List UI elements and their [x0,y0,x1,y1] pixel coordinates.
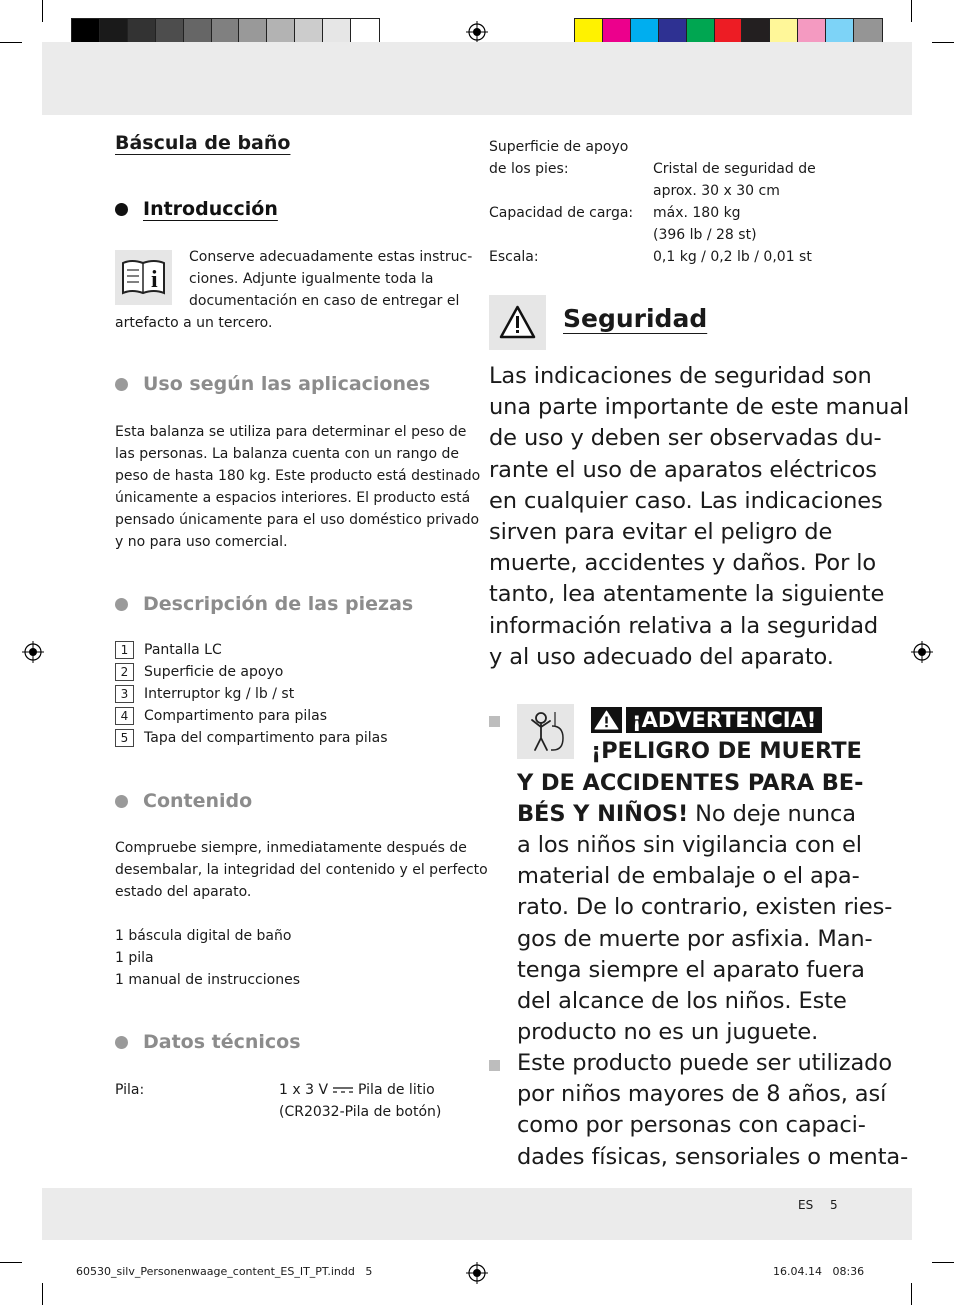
advertencia-bold-line: ¡PELIGRO DE MUERTE [591,738,862,764]
bullet2-line: como por personas con capaci- [517,1112,866,1139]
crop-mark [0,42,22,43]
bullet2-line: Este producto puede ser utilizado [517,1050,893,1076]
list-item [115,639,388,661]
list-item [115,683,388,705]
info-book-icon [115,250,172,305]
part-label: Tapa del compartimento para pilas [144,730,388,746]
seguridad-line: una parte importante de este manual [489,394,910,421]
pila-value [279,1079,435,1101]
spec-value: 0,1 kg / 0,2 lb / 0,01 st [653,249,812,265]
bullet-dot-icon [115,378,128,391]
advertencia-line: material de embalaje o el apa- [517,863,860,890]
spec-label: Escala: [489,249,539,265]
seguridad-line: rante el uso de aparatos eléctricos [489,456,877,483]
pila-label: Pila: [115,1082,145,1098]
advertencia-text: No deje nunca [688,801,856,827]
crop-mark [42,1283,43,1305]
uso-text-line: Esta balanza se utiliza para determinar el peso de [115,424,467,440]
part-number: 4 [115,707,134,725]
registration-mark-icon [22,641,44,663]
uso-heading-text: Uso según las aplicaciones [143,373,431,395]
part-number: 5 [115,729,134,747]
bullet2-line: dades físicas, sensoriales o menta- [517,1143,909,1170]
bullet2-line: por niños mayores de 8 años, así [517,1081,887,1108]
page-language: ES [798,1198,814,1212]
pila-voltage: 1 x 3 V [279,1082,329,1098]
seguridad-line: sirven para evitar el peligro de [489,519,833,546]
footer-filename: 60530_silv_Personenwaage_content_ES_IT_PT.indd 5 [76,1265,373,1278]
intro-text-line: ciones. Adjunte igualmente toda la [189,271,434,287]
part-label: Pantalla LC [144,642,222,658]
part-number: 1 [115,641,134,659]
pila-type: Pila de litio [358,1082,435,1098]
spec-value: aprox. 30 x 30 cm [653,183,780,199]
page-number: 5 [830,1198,838,1212]
section-heading-piezas [115,593,413,615]
intro-heading-text: Introducción [143,198,278,220]
advertencia-text-block [517,830,892,1048]
seguridad-line: tanto, lea atentamente la siguiente [489,581,885,608]
advertencia-line: del alcance de los niños. Este [517,988,847,1015]
list-item [115,705,388,727]
warning-triangle-icon [489,295,546,350]
crop-mark [932,42,954,43]
seguridad-heading: Seguridad [563,304,708,333]
bullet-dot-icon [115,598,128,611]
list-item [115,661,388,683]
part-number: 3 [115,685,134,703]
crop-mark [42,0,43,22]
uso-text-line: y no para uso comercial. [115,534,288,550]
uso-text-line: únicamente a espacios interiores. El producto está [115,490,471,506]
contenido-item: 1 báscula digital de baño [115,928,292,944]
seguridad-line: y al uso adecuado del aparato. [489,643,834,670]
crop-mark [911,0,912,22]
header-band [42,42,912,115]
warning-triangle-icon [591,707,622,733]
contenido-heading-text: Contenido [143,790,253,812]
part-label: Superficie de apoyo [144,664,284,680]
intro-text-line: artefacto a un tercero. [115,315,273,331]
crop-mark [0,1262,22,1263]
advertencia-line: a los niños sin vigilancia con el [517,832,862,858]
advertencia-row [591,707,822,733]
parts-list [115,639,388,749]
uso-text-line: pensado únicamente para el uso doméstico privado [115,512,480,528]
piezas-heading-text: Descripción de las piezas [143,593,414,615]
contenido-text-line: Compruebe siempre, inmediatamente después de [115,840,467,856]
contenido-text-line: desembalar, la integridad del contenido y el perfecto [115,862,488,878]
advertencia-line [517,799,856,830]
intro-text-line: Conserve adecuadamente estas instruc- [189,249,473,265]
spec-value: (396 lb / 28 st) [653,227,757,243]
crop-mark [911,1283,912,1305]
document-title: Báscula de baño [115,132,291,154]
bullet-dot-icon [115,1036,128,1049]
uso-text-line: las personas. La balanza cuenta con un rango de [115,446,459,462]
section-heading-datos [115,1031,301,1053]
footer-band [42,1188,912,1240]
section-heading-contenido [115,790,252,812]
spec-label: Capacidad de carga: [489,205,634,221]
square-bullet-icon [489,1060,500,1071]
part-number: 2 [115,663,134,681]
advertencia-bold-line: Y DE ACCIDENTES PARA BE- [517,770,864,796]
registration-mark-icon [911,641,933,663]
part-label: Interruptor kg / lb / st [144,686,295,702]
direct-current-icon [332,1085,354,1095]
list-item [115,727,388,749]
contenido-item: 1 manual de instrucciones [115,972,300,988]
advertencia-bold-text: BÉS Y NIÑOS! [517,801,689,827]
advertencia-line: gos de muerte por asfixia. Man- [517,925,873,952]
spec-label: Superficie de apoyo [489,139,629,155]
crop-mark [932,1262,954,1263]
intro-text-line: documentación en caso de entregar el [189,293,460,309]
advertencia-label: ¡ADVERTENCIA! [626,707,822,733]
advertencia-line: tenga siempre el aparato fuera [517,956,865,983]
seguridad-line: en cualquier caso. Las indicaciones [489,487,883,514]
spec-value: máx. 180 kg [653,205,741,221]
spec-value: Cristal de seguridad de [653,161,816,177]
child-warning-icon [517,704,574,759]
part-label: Compartimento para pilas [144,708,327,724]
svg-text:i: i [151,267,158,293]
spec-label: de los pies: [489,161,569,177]
bullet-dot-icon [115,203,128,216]
seguridad-line: muerte, accidentes y daños. Por lo [489,550,877,577]
pila-value-line2: (CR2032-Pila de botón) [279,1104,442,1120]
datos-heading-text: Datos técnicos [143,1031,301,1053]
registration-mark-icon [466,21,488,43]
seguridad-line: información relativa a la seguridad [489,612,879,639]
seguridad-line: de uso y deben ser observadas du- [489,425,882,452]
advertencia-line: rato. De lo contrario, existen ries- [517,894,893,921]
seguridad-line: Las indicaciones de seguridad son [489,363,872,389]
section-heading-uso [115,373,430,395]
bullet-dot-icon [115,795,128,808]
advertencia-line: producto no es un juguete. [517,1019,819,1046]
footer-date: 16.04.14 08:36 [773,1265,865,1278]
contenido-text-line: estado del aparato. [115,884,252,900]
uso-text-line: peso de hasta 180 kg. Este producto está destinado [115,468,481,484]
registration-mark-icon [466,1262,488,1284]
seguridad-text [489,361,909,673]
contenido-item: 1 pila [115,950,154,966]
section-heading-intro [115,198,278,220]
bullet2-text [517,1048,908,1173]
square-bullet-icon [489,716,500,727]
